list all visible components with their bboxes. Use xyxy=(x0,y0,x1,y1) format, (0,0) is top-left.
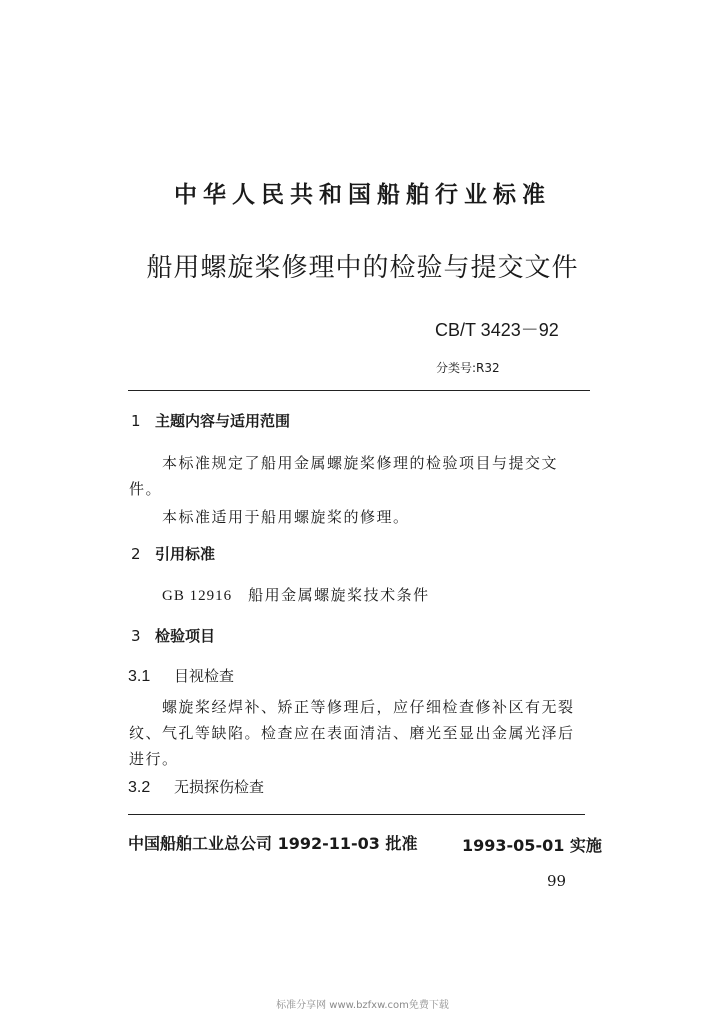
footer-divider xyxy=(128,814,585,815)
site-watermark: 标准分享网 www.bzfxw.com免费下载 xyxy=(276,1000,449,1011)
section-2-number: 2 xyxy=(131,545,141,563)
document-title: 船用螺旋桨修理中的检验与提交文件 xyxy=(146,253,579,283)
header-divider xyxy=(128,390,590,391)
reference-standard-entry xyxy=(162,584,430,605)
section-1-paragraph-2: 本标准适用于船用螺旋桨的修理。 xyxy=(162,508,410,526)
subsection-3-1-number: 3.1 xyxy=(128,668,151,685)
section-3-number: 3 xyxy=(131,627,141,645)
section-2-heading xyxy=(131,543,215,564)
page-number: 99 xyxy=(547,872,567,890)
section-1-number: 1 xyxy=(131,412,141,430)
implementation-date: 1993-05-01 实施 xyxy=(462,836,602,855)
subsection-3-1-line-2: 纹、气孔等缺陷。检查应在表面清洁、磨光至显出金属光泽后 xyxy=(129,724,575,742)
standard-category-title: 中华人民共和国船舶行业标准 xyxy=(174,182,551,208)
reference-title: 船用金属螺旋桨技术条件 xyxy=(248,586,430,604)
section-2-title: 引用标准 xyxy=(155,545,216,563)
section-1-heading xyxy=(131,410,290,431)
section-1-paragraph-1-line-1: 本标准规定了船用金属螺旋桨修理的检验项目与提交文 xyxy=(162,454,559,472)
section-1-title: 主题内容与适用范围 xyxy=(155,412,291,430)
standard-code: CB/T 3423－92 xyxy=(435,320,559,340)
section-3-title: 检验项目 xyxy=(155,627,216,645)
reference-code: GB 12916 xyxy=(162,588,233,604)
section-3-heading xyxy=(131,625,215,646)
approval-statement: 中国船舶工业总公司 1992-11-03 批准 xyxy=(128,834,418,853)
section-1-paragraph-1-line-2: 件。 xyxy=(129,480,163,498)
subsection-3-1-line-3: 进行。 xyxy=(129,750,179,768)
subsection-3-2-heading xyxy=(128,776,264,797)
subsection-3-1-title: 目视检查 xyxy=(174,667,235,685)
subsection-3-1-line-1: 螺旋桨经焊补、矫正等修理后，应仔细检查修补区有无裂 xyxy=(162,698,575,716)
subsection-3-2-title: 无损探伤检查 xyxy=(174,778,265,796)
classification-number: 分类号:R32 xyxy=(436,361,500,375)
subsection-3-1-heading xyxy=(128,665,234,686)
subsection-3-2-number: 3.2 xyxy=(128,779,151,796)
